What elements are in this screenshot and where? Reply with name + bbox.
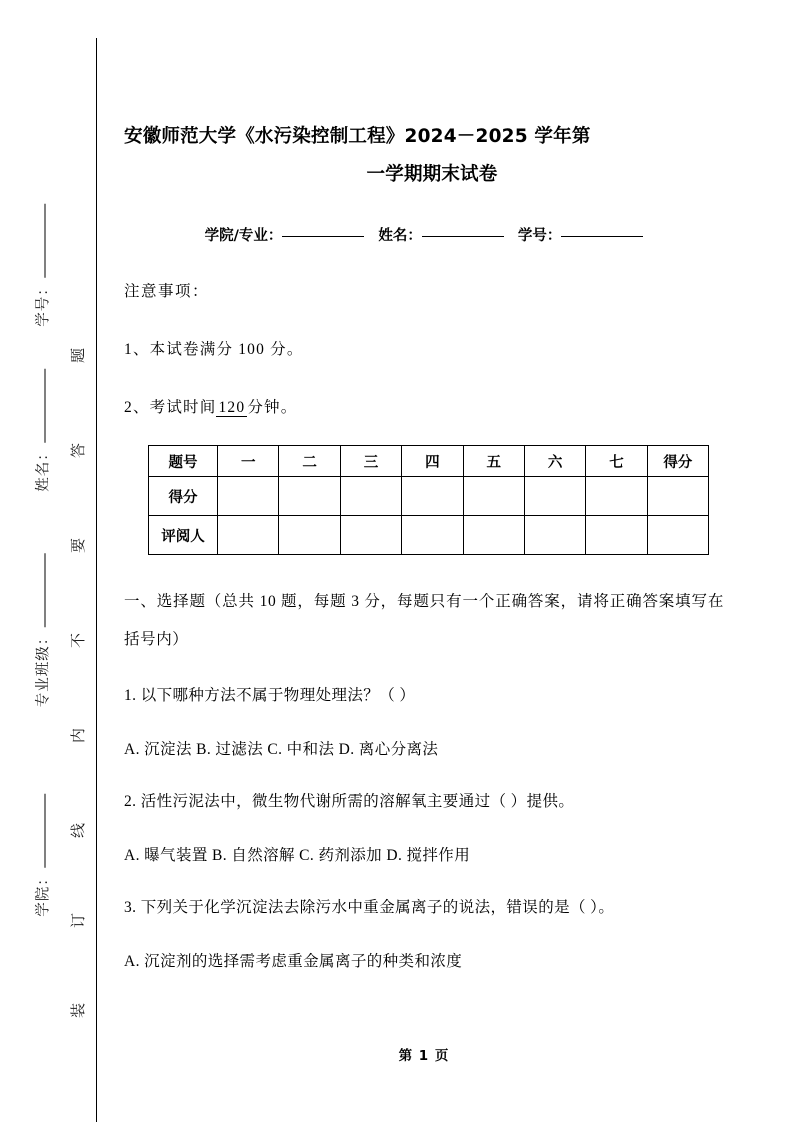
margin-field-label: 专业班级： <box>35 629 52 708</box>
question-options: A. 沉淀法 B. 过滤法 C. 中和法 D. 离心分离法 <box>124 741 439 758</box>
college-major-label: 学院/专业： <box>204 228 283 244</box>
grader-cell[interactable] <box>647 516 708 555</box>
grader-cell[interactable] <box>463 516 524 555</box>
score-table <box>148 445 709 555</box>
score-table-header-cell: 五 <box>463 446 524 477</box>
question-options: A. 沉淀剂的选择需考虑重金属离子的种类和浓度 <box>124 953 463 970</box>
score-cell[interactable] <box>524 477 585 516</box>
grader-cell[interactable] <box>586 516 647 555</box>
score-cell[interactable] <box>647 477 708 516</box>
student-id-blank[interactable] <box>561 236 643 237</box>
name-blank[interactable] <box>422 236 504 237</box>
note-2-before: 2、考试时间 <box>124 399 217 416</box>
page-title-line2: 一学期期末试卷 <box>366 164 498 185</box>
page-footer: 第 1 页 <box>398 1048 450 1064</box>
paper-body <box>124 0 724 977</box>
name-label: 姓名： <box>378 228 422 244</box>
grader-cell[interactable] <box>279 516 340 555</box>
score-cell[interactable] <box>340 477 401 516</box>
college-major-blank[interactable] <box>282 236 364 237</box>
score-row-label: 评阅人 <box>149 516 218 555</box>
blank-rule <box>45 554 46 628</box>
score-table-header-cell: 二 <box>279 446 340 477</box>
grader-cell[interactable] <box>402 516 463 555</box>
notes-heading: 注意事项： <box>124 283 210 300</box>
slogan-char: 答 <box>71 442 88 459</box>
score-table-header-cell: 七 <box>586 446 647 477</box>
margin-field-label: 学号： <box>35 280 52 327</box>
margin-field-labels <box>22 0 62 1122</box>
score-cell[interactable] <box>463 477 524 516</box>
note-item-2 <box>124 395 724 417</box>
score-table-header-cell: 三 <box>340 446 401 477</box>
blank-rule <box>45 204 46 278</box>
slogan-char: 不 <box>71 632 88 649</box>
score-table-header-cell: 题号 <box>149 446 218 477</box>
blank-rule <box>45 794 46 868</box>
grader-cell[interactable] <box>340 516 401 555</box>
table-row <box>149 516 709 555</box>
page-title-line1: 安徽师范大学《水污染控制工程》2024－2025 学年第 <box>124 126 591 147</box>
grader-cell[interactable] <box>524 516 585 555</box>
score-cell[interactable] <box>586 477 647 516</box>
score-table-header-cell: 四 <box>402 446 463 477</box>
slogan-char: 内 <box>71 727 88 744</box>
score-cell[interactable] <box>402 477 463 516</box>
slogan-char: 线 <box>71 822 88 839</box>
score-table-header-cell: 六 <box>524 446 585 477</box>
student-identity-line <box>124 224 724 245</box>
exam-duration-value: 120 <box>218 399 246 416</box>
score-cell[interactable] <box>279 477 340 516</box>
margin-field-label: 学院： <box>35 870 52 917</box>
question-stem: 2. 活性污泥法中，微生物代谢所需的溶解氧主要通过（ ）提供。 <box>124 793 575 810</box>
question-stem: 3. 下列关于化学沉淀法去除污水中重金属离子的说法，错误的是（ ）。 <box>124 899 615 916</box>
grader-cell[interactable] <box>218 516 279 555</box>
score-table-header-cell: 得分 <box>647 446 708 477</box>
slogan-char: 装 <box>71 1002 88 1019</box>
margin-field-label: 姓名： <box>35 445 52 492</box>
question-options: A. 曝气装置 B. 自然溶解 C. 药剂添加 D. 搅拌作用 <box>124 847 471 864</box>
page-title <box>124 118 724 194</box>
score-row-label: 得分 <box>149 477 218 516</box>
note-item-1: 1、本试卷满分 100 分。 <box>124 341 304 358</box>
student-id-label: 学号： <box>517 228 562 244</box>
blank-rule <box>45 369 46 443</box>
table-row <box>149 446 709 477</box>
question-stem: 1. 以下哪种方法不属于物理处理法？（ ） <box>124 687 416 704</box>
slogan-char: 要 <box>71 537 88 554</box>
slogan-char: 题 <box>71 347 88 364</box>
note-2-after: 分钟。 <box>247 399 298 416</box>
slogan-char: 订 <box>71 912 88 929</box>
score-table-header-cell: 一 <box>218 446 279 477</box>
score-cell[interactable] <box>218 477 279 516</box>
margin-slogan <box>58 0 98 1122</box>
section-heading: 一、选择题（总共 10 题，每题 3 分，每题只有一个正确答案，请将正确答案填写在括号内） <box>124 593 724 648</box>
table-row <box>149 477 709 516</box>
